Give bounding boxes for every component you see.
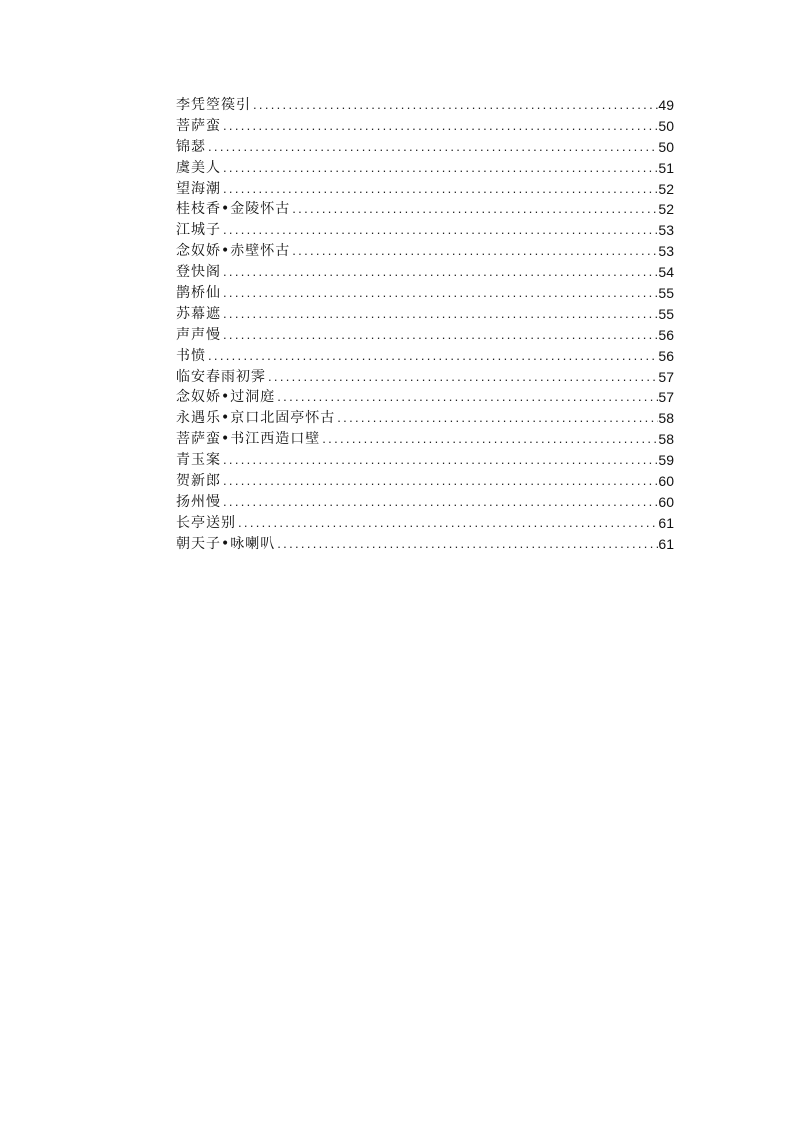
toc-entry[interactable] [176, 241, 674, 262]
toc-entry[interactable] [176, 158, 674, 179]
toc-entry[interactable] [176, 220, 674, 241]
toc-entry[interactable] [176, 408, 674, 429]
toc-entry[interactable] [176, 429, 674, 450]
toc-entry-title: 念奴娇•赤壁怀古 [176, 243, 291, 260]
toc-entry-page: 56 [658, 347, 674, 364]
toc-entry[interactable] [176, 262, 674, 283]
toc-entry[interactable] [176, 116, 674, 137]
toc-entry-title: 贺新郎 [176, 473, 221, 490]
toc-entry-page: 60 [658, 473, 674, 490]
toc-entry-page: 50 [658, 138, 674, 155]
toc-entry[interactable] [176, 179, 674, 200]
toc-dot-leader [275, 387, 658, 408]
toc-entry-title: 扬州慢 [176, 493, 221, 510]
toc-entry-page: 58 [658, 431, 674, 448]
toc-entry-title: 锦瑟 [176, 138, 206, 155]
toc-entry-page: 60 [658, 493, 674, 510]
toc-entry-title: 朝天子•咏喇叭 [176, 535, 276, 552]
toc-dot-leader [290, 199, 658, 220]
toc-entry-page: 55 [658, 285, 674, 301]
toc-entry-title: 永遇乐•京口北固亭怀古 [176, 410, 336, 427]
toc-dot-leader [206, 137, 658, 158]
toc-dot-leader [221, 304, 658, 325]
toc-dot-leader [221, 325, 658, 346]
toc-entry[interactable] [176, 95, 674, 116]
toc-dot-leader [266, 367, 658, 388]
toc-entry[interactable] [176, 513, 674, 534]
toc-entry-title: 苏幕遮 [176, 305, 221, 322]
toc-dot-leader [221, 158, 658, 179]
toc-entry-title: 望海潮 [176, 180, 221, 197]
toc-entry-title: 临安春雨初霁 [176, 368, 266, 385]
toc-entry-page: 59 [658, 452, 674, 469]
toc-entry-title: 青玉案 [176, 452, 221, 469]
toc-dot-leader [221, 179, 658, 200]
toc-dot-leader [206, 346, 658, 367]
toc-entry-page: 55 [658, 305, 674, 322]
toc-dot-leader [320, 429, 658, 450]
toc-entry-page: 50 [658, 117, 674, 134]
toc-entry-title: 声声慢 [176, 326, 221, 343]
toc-entry-title: 桂枝香•金陵怀古 [176, 201, 291, 218]
toc-entry-title: 登快阁 [176, 264, 221, 281]
toc-entry-title: 念奴娇•过洞庭 [176, 389, 276, 406]
toc-dot-leader [221, 262, 658, 283]
toc-entry-title: 鹊桥仙 [176, 285, 221, 301]
toc-entry-title: 虞美人 [176, 159, 221, 176]
toc-entry-page: 58 [658, 410, 674, 427]
toc-dot-leader [221, 220, 658, 241]
toc-entry-title: 菩萨蛮•书江西造口壁 [176, 431, 321, 448]
toc-entry[interactable] [176, 450, 674, 471]
toc-entry-page: 52 [658, 201, 674, 218]
toc-dot-leader [335, 408, 658, 429]
toc-entry-page: 53 [658, 222, 674, 239]
toc-entry[interactable] [176, 199, 674, 220]
toc-entry[interactable] [176, 534, 674, 555]
toc-entry[interactable] [176, 346, 674, 367]
toc-entry-page: 61 [658, 535, 674, 552]
toc-dot-leader [221, 283, 658, 304]
toc-entry-page: 57 [658, 368, 674, 385]
toc-entry[interactable] [176, 325, 674, 346]
toc-entry[interactable] [176, 283, 674, 304]
toc-entry-title: 菩萨蛮 [176, 117, 221, 134]
toc-entry-page: 52 [658, 180, 674, 197]
table-of-contents [176, 95, 674, 555]
toc-dot-leader [290, 241, 658, 262]
toc-entry-page: 56 [658, 326, 674, 343]
toc-dot-leader [221, 116, 658, 137]
toc-dot-leader [221, 471, 658, 492]
toc-entry[interactable] [176, 471, 674, 492]
toc-entry[interactable] [176, 137, 674, 158]
toc-dot-leader [251, 95, 658, 116]
toc-entry-page: 49 [658, 96, 674, 113]
toc-entry[interactable] [176, 492, 674, 513]
toc-dot-leader [221, 450, 658, 471]
toc-entry[interactable] [176, 387, 674, 408]
toc-entry-title: 李凭箜篌引 [176, 96, 251, 113]
toc-entry-title: 江城子 [176, 222, 221, 239]
toc-dot-leader [221, 492, 658, 513]
toc-entry-title: 长亭送别 [176, 514, 236, 531]
toc-entry[interactable] [176, 304, 674, 325]
toc-dot-leader [275, 534, 658, 555]
toc-entry-title: 书愤 [176, 347, 206, 364]
toc-entry-page: 57 [658, 389, 674, 406]
toc-entry-page: 51 [658, 159, 674, 176]
toc-entry-page: 53 [658, 243, 674, 260]
toc-entry-page: 61 [658, 514, 674, 531]
toc-dot-leader [236, 513, 658, 534]
toc-entry-page: 54 [658, 264, 674, 281]
toc-entry[interactable] [176, 367, 674, 388]
